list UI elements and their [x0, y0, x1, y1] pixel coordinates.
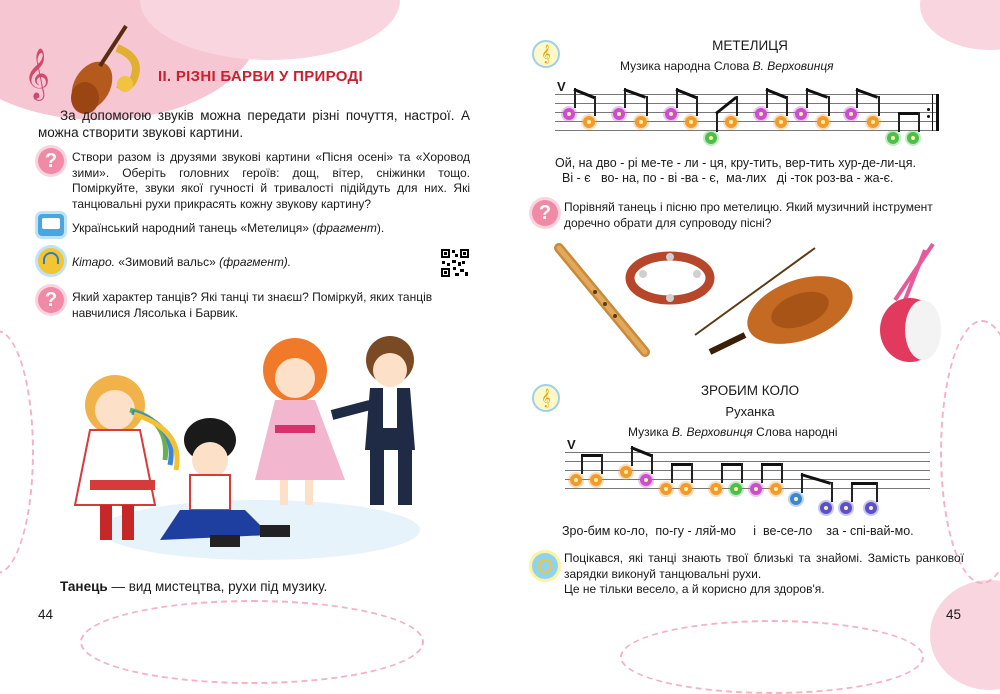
note-head: [635, 116, 647, 128]
note-stem: [918, 112, 920, 132]
note-beam: [761, 463, 781, 466]
song1-lyric-line2: Ві - є во- на, по - ві -ва - є, ма-лих ді -ток роз-ва - жа-є.: [562, 171, 894, 185]
note-stem: [741, 463, 743, 483]
note-head: [840, 502, 852, 514]
sopilka-icon[interactable]: [559, 248, 645, 352]
question-icon: ?: [532, 200, 558, 226]
tambourine-icon[interactable]: [630, 253, 710, 302]
note-head: [590, 474, 602, 486]
note-stem: [851, 482, 853, 502]
note-stem: [781, 463, 783, 483]
note-head: [680, 483, 692, 495]
violin-icon[interactable]: [695, 248, 862, 357]
treble-clef-icon: 𝄞: [532, 40, 560, 68]
note-stem: [898, 112, 900, 132]
note-stem: [721, 463, 723, 483]
note-head: [570, 474, 582, 486]
note-head: [613, 108, 625, 120]
spiral-icon: [532, 553, 558, 579]
left-page: [0, 0, 500, 657]
note-stem: [876, 482, 878, 502]
note-beam: [581, 454, 601, 457]
dance-definition: Танець — вид мистецтва, рухи під музику.: [60, 579, 328, 594]
song2-lyric: Зро-бим ко-ло, по-гу - ляй-мо і ве-се-ло за - спі-вай-мо.: [562, 524, 914, 538]
note-stem: [696, 96, 698, 116]
song2-credits: Музика В. Верховинця Слова народні: [628, 425, 838, 439]
question-icon: ?: [38, 287, 64, 313]
page-number: 44: [38, 607, 54, 622]
note-head: [820, 502, 832, 514]
svg-text:𝄞: 𝄞: [24, 48, 51, 99]
note-head: [845, 108, 857, 120]
question-icon: ?: [38, 148, 64, 174]
note-stem: [581, 454, 583, 474]
note-head: [887, 132, 899, 144]
breath-mark: V: [567, 437, 576, 452]
note-head: [725, 116, 737, 128]
note-stem: [594, 96, 596, 116]
note-head: [750, 483, 762, 495]
instruments-row: [545, 240, 975, 370]
decor-dashed-line: [80, 600, 424, 684]
decor-dashed-line: [620, 620, 924, 694]
section-title: ІІ. РІЗНІ БАРВИ У ПРИРОДІ: [158, 68, 363, 85]
note-stem: [761, 463, 763, 483]
note-head: [790, 493, 802, 505]
dancing-children-illustration: [70, 330, 450, 570]
note-beam: [851, 482, 876, 485]
note-stem: [651, 454, 653, 474]
note-beam: [898, 112, 918, 115]
drum-icon[interactable]: [880, 244, 941, 362]
song1-staff: [555, 94, 939, 130]
note-head: [795, 108, 807, 120]
decor-blob: [930, 580, 1000, 690]
note-head: [907, 132, 919, 144]
decor-dashed-line: [0, 330, 34, 574]
note-head: [665, 108, 677, 120]
note-beam: [721, 463, 741, 466]
treble-clef-icon: 𝄞: [532, 384, 560, 412]
note-head: [710, 483, 722, 495]
song1-lyric-line1: Ой, на дво - рі ме-те - ли - ця, кру-тить, вер-тить хур-де-ли-ця.: [555, 156, 916, 170]
note-head: [770, 483, 782, 495]
note-head: [755, 108, 767, 120]
note-stem: [786, 96, 788, 116]
task-sound-pictures: Створи разом із друзями звукові картини «Пісня осені» та «Хоровод зими». Оберіть головних героїв: дощ, вітер, сніжинки тощо. Поміркуйте, звуки якої гучності й тривалості підійдуть для них. Які танцювальні рухи прикрасять кожну звукову картину?: [72, 150, 470, 211]
note-head: [867, 116, 879, 128]
intro-paragraph: За допомогою звуків можна передати різні почуття, настрої. А можна створити звукові картини.: [38, 108, 470, 140]
closing-note: Це не тільки весело, а й корисно для здоров'я.: [564, 582, 825, 596]
note-stem: [828, 96, 830, 116]
listen-screen-icon: [38, 214, 64, 236]
note-stem: [831, 482, 833, 502]
right-page: [500, 0, 1000, 657]
note-stem: [878, 96, 880, 116]
listen-meteltsia: Український народний танець «Метелиця» (фрагмент).: [72, 221, 385, 235]
task-compare-instrument: Порівняй танець і пісню про метелицю. Який музичний інструмент доречно обрати для супроводу пісні?: [564, 200, 933, 230]
note-head: [730, 483, 742, 495]
note-head: [817, 116, 829, 128]
listen-kitaro: Кітаро. «Зимовий вальс» (фрагмент).: [72, 255, 292, 269]
note-head: [583, 116, 595, 128]
song2-title: ЗРОБИМ КОЛО: [700, 383, 800, 398]
note-stem: [671, 463, 673, 483]
note-head: [620, 466, 632, 478]
note-head: [775, 116, 787, 128]
note-stem: [646, 96, 648, 116]
note-head: [865, 502, 877, 514]
note-head: [660, 483, 672, 495]
note-beam: [671, 463, 691, 466]
closing-task: Поцікався, які танці знають твої близькі та знайомі. Замість ранкової зарядки виконуй танцювальні рухи.: [564, 551, 964, 581]
page-number: 45: [946, 607, 962, 622]
qr-code-icon[interactable]: [440, 248, 470, 278]
note-head: [640, 474, 652, 486]
note-head: [563, 108, 575, 120]
headphones-icon: [38, 248, 64, 274]
song2-staff: [565, 452, 930, 488]
song2-subtitle: Руханка: [725, 404, 775, 419]
note-stem: [691, 463, 693, 483]
song1-credits: Музика народна Слова В. Верховинця: [620, 59, 834, 73]
breath-mark: V: [557, 79, 566, 94]
note-head: [685, 116, 697, 128]
note-stem: [601, 454, 603, 474]
song1-title: МЕТЕЛИЦЯ: [712, 38, 788, 53]
task-dances: Який характер танців? Які танці ти знаєш? Поміркуй, яких танців навчилися Лясолька і Барвик.: [72, 290, 433, 320]
note-head: [705, 132, 717, 144]
